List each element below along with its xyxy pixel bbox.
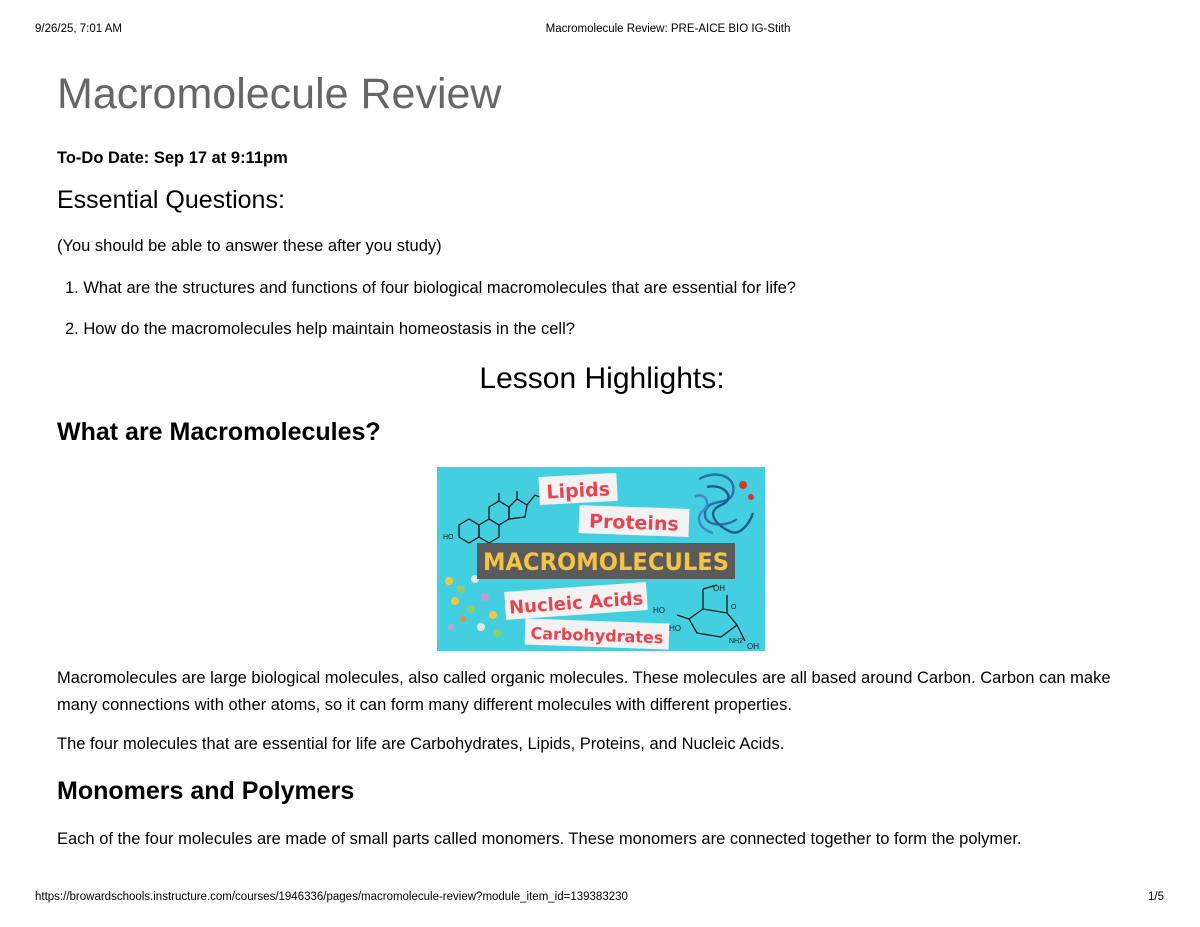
page-number: 1/5 (1148, 891, 1164, 903)
monomers-polymers-heading: Monomers and Polymers (57, 777, 355, 805)
monomers-paragraph: Each of the four molecules are made of small parts called monomers. These monomers are connected together to form the polymer. (57, 830, 1022, 848)
print-url: https://browardschools.instructure.com/courses/1946336/pages/macromolecule-review?module_item_id=139383230 (35, 891, 628, 903)
svg-text:Carbohydrates: Carbohydrates (530, 623, 664, 648)
macromolecules-image (437, 467, 765, 651)
list-item: 1. What are the structures and functions of four biological macromolecules that are essential for life? (65, 279, 796, 297)
lesson-highlights-heading: Lesson Highlights: (479, 362, 725, 395)
page-title: Macromolecule Review (57, 70, 502, 118)
carbohydrates-label (525, 618, 670, 649)
svg-text:Lipids: Lipids (545, 478, 611, 504)
print-date: 9/26/25, 7:01 AM (35, 23, 122, 35)
list-item: 2. How do the macromolecules help maintain homeostasis in the cell? (65, 320, 575, 338)
four-molecules-paragraph: The four molecules that are essential for life are Carbohydrates, Lipids, Proteins, and Nucleic Acids. (57, 735, 785, 753)
print-doc-title: Macromolecule Review: PRE-AICE BIO IG-Stith (545, 23, 791, 35)
macromolecules-paragraph: Macromolecules are large biological molecules, also called organic molecules. These molecules are all based around Carbon. Carbon can make many connections with other atoms, so it can form many different molecules with different properties. (57, 669, 1111, 714)
banner-text: MACROMOLECULES (483, 548, 729, 576)
chem-label: HO (443, 534, 454, 541)
chem-label: OH (713, 584, 725, 593)
essential-questions-note: (You should be able to answer these after you study) (57, 237, 442, 255)
essential-questions-heading: Essential Questions: (57, 186, 285, 214)
what-are-macromolecules-heading: What are Macromolecules? (57, 418, 381, 446)
chem-label: OH (747, 642, 759, 651)
proteins-label (579, 505, 690, 537)
chem-label: O (731, 604, 737, 611)
svg-text:Proteins: Proteins (588, 510, 680, 536)
svg-text:Nucleic Acids: Nucleic Acids (508, 588, 644, 619)
print-header (0, 23, 1200, 39)
chem-label: HO (669, 624, 681, 633)
lipids-label (538, 473, 617, 505)
print-footer (0, 891, 1200, 907)
todo-date: To-Do Date: Sep 17 at 9:11pm (57, 149, 288, 167)
essential-questions-list (65, 279, 796, 361)
chem-label: NH2 (729, 638, 744, 645)
chem-label: HO (653, 606, 665, 615)
